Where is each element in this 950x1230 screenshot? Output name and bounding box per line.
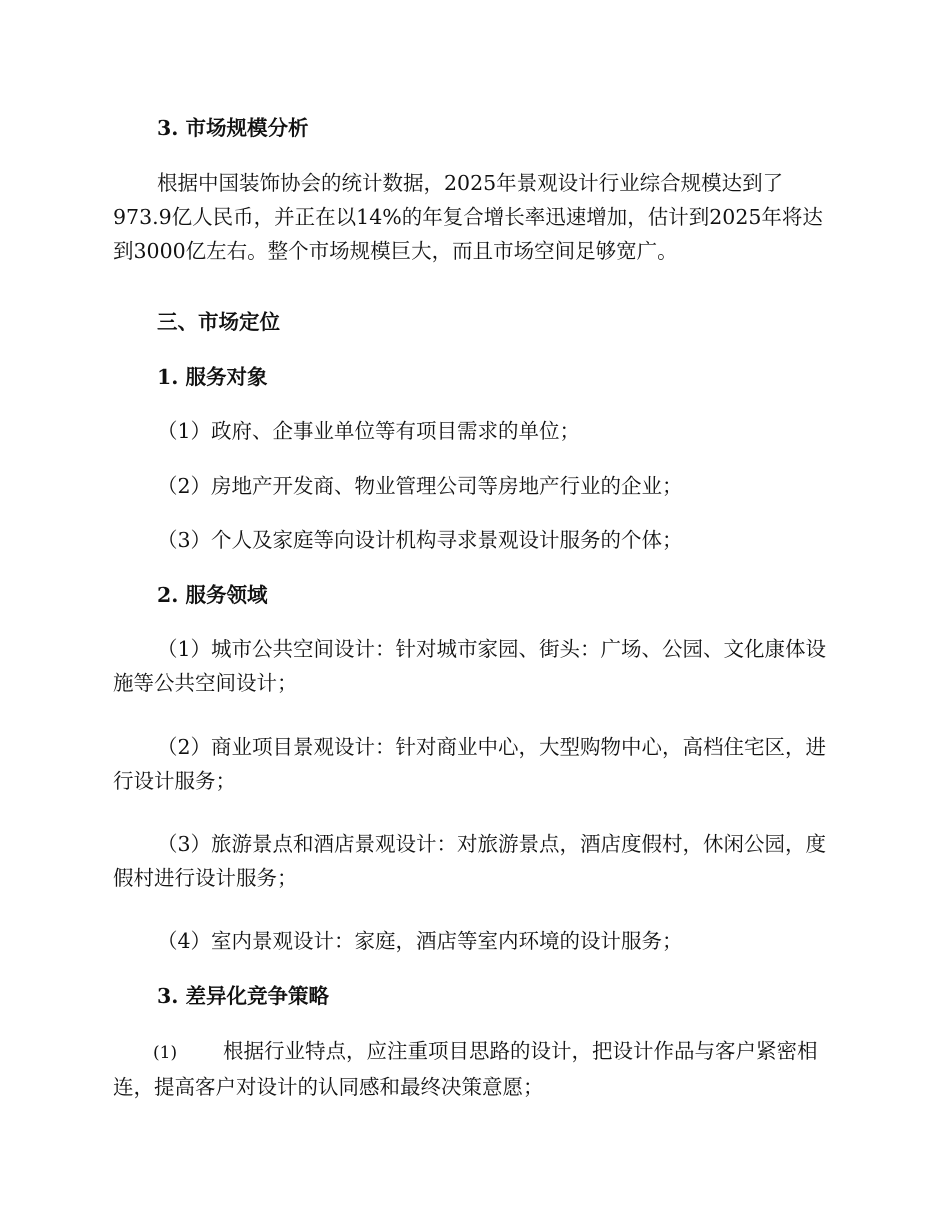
list-item: （4）室内景观设计：家庭，酒店等室内环境的设计服务； [157,929,683,953]
subheading-service-fields: 2. 服务领域 [157,583,268,607]
market-size-paragraph: 根据中国装饰协会的统计数据，2025年景观设计行业综合规模达到了973.9亿人民币，并正在以14%的年复合增长率迅速增加，估计到2025年将达到3000亿左右。整个市场规模巨大，而且市场空间足够宽广。 [113,171,823,263]
list-item: （2）房地产开发商、物业管理公司等房地产行业的企业； [157,474,683,498]
subheading-service-targets: 1. 服务对象 [157,365,268,389]
part-heading-market-positioning: 三、市场定位 [157,310,280,334]
list-item: （3）旅游景点和酒店景观设计：对旅游景点，酒店度假村，休闲公园，度假村进行设计服务； [113,832,827,890]
list-item: （1）政府、企事业单位等有项目需求的单位； [157,419,581,443]
strategy-item-number: (1) [153,1043,178,1063]
list-item: （3）个人及家庭等向设计机构寻求景观设计服务的个体； [157,528,683,552]
list-item: （1）城市公共空间设计：针对城市家园、街头：广场、公园、文化康体设施等公共空间设计； [113,637,827,695]
list-item: （2）商业项目景观设计：针对商业中心，大型购物中心，高档住宅区，进行设计服务； [113,735,827,793]
strategy-item-text: 根据行业特点，应注重项目思路的设计，把设计作品与客户紧密相连，提高客户对设计的认同感和最终决策意愿； [113,1039,818,1099]
subheading-competitive-strategy: 3. 差异化竞争策略 [157,984,330,1008]
strategy-item [113,1034,838,1104]
section-heading-market-size: 3. 市场规模分析 [157,116,309,140]
